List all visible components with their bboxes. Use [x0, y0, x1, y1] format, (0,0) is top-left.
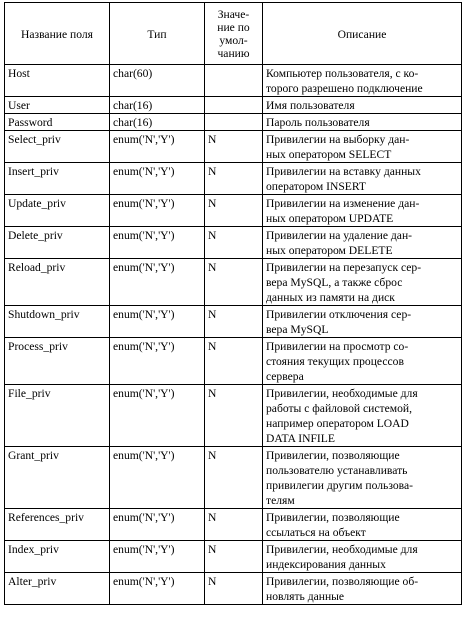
- type-cell: enum('N','Y'): [110, 447, 205, 509]
- type-cell: enum('N','Y'): [110, 195, 205, 227]
- table-row: [5, 509, 462, 541]
- header-type: Тип: [110, 3, 205, 65]
- type-cell: enum('N','Y'): [110, 385, 205, 447]
- default-cell: N: [205, 573, 263, 605]
- default-cell: [205, 114, 263, 131]
- table-row: [5, 131, 462, 163]
- table-row: [5, 338, 462, 385]
- default-cell: N: [205, 259, 263, 306]
- type-cell: enum('N','Y'): [110, 573, 205, 605]
- default-cell: N: [205, 338, 263, 385]
- type-cell: enum('N','Y'): [110, 131, 205, 163]
- description-cell: Привилегии на перезапуск сер- вера MySQL, а также сброс данных из памяти на диск: [263, 259, 462, 306]
- default-cell: N: [205, 306, 263, 338]
- field-name-cell: Grant_priv: [5, 447, 110, 509]
- field-name-cell: References_priv: [5, 509, 110, 541]
- default-cell: N: [205, 163, 263, 195]
- table-row: [5, 385, 462, 447]
- description-cell: Привилегии, позволяющие об- новлять данные: [263, 573, 462, 605]
- field-name-cell: Shutdown_priv: [5, 306, 110, 338]
- type-cell: enum('N','Y'): [110, 338, 205, 385]
- type-cell: enum('N','Y'): [110, 509, 205, 541]
- default-cell: [205, 65, 263, 97]
- description-cell: Привилегии отключения сер- вера MySQL: [263, 306, 462, 338]
- table-row: [5, 195, 462, 227]
- type-cell: enum('N','Y'): [110, 259, 205, 306]
- default-cell: N: [205, 541, 263, 573]
- table-row: [5, 306, 462, 338]
- field-name-cell: Select_priv: [5, 131, 110, 163]
- field-name-cell: Delete_priv: [5, 227, 110, 259]
- type-cell: char(16): [110, 97, 205, 114]
- description-cell: Компьютер пользователя, с ко- торого разрешено подключение: [263, 65, 462, 97]
- description-cell: Привилегии на вставку данных оператором INSERT: [263, 163, 462, 195]
- field-name-cell: Reload_priv: [5, 259, 110, 306]
- default-cell: N: [205, 385, 263, 447]
- table-row: [5, 227, 462, 259]
- description-cell: Привилегии на просмотр со- стояния текущих процессов сервера: [263, 338, 462, 385]
- header-field-name: Название поля: [5, 3, 110, 65]
- table-row: [5, 114, 462, 131]
- table-row: [5, 259, 462, 306]
- table-row: [5, 447, 462, 509]
- field-name-cell: Host: [5, 65, 110, 97]
- description-cell: Пароль пользователя: [263, 114, 462, 131]
- header-default-value: Значе- ние по умол- чанию: [205, 3, 263, 65]
- field-name-cell: Password: [5, 114, 110, 131]
- description-cell: Привилегии, позволяющие пользователю устанавливать привилегии другим пользова- телям: [263, 447, 462, 509]
- type-cell: char(16): [110, 114, 205, 131]
- type-cell: enum('N','Y'): [110, 306, 205, 338]
- description-cell: Привилегии на удаление дан- ных оператором DELETE: [263, 227, 462, 259]
- field-name-cell: Index_priv: [5, 541, 110, 573]
- field-name-cell: Process_priv: [5, 338, 110, 385]
- type-cell: enum('N','Y'): [110, 163, 205, 195]
- default-cell: N: [205, 131, 263, 163]
- table-row: [5, 163, 462, 195]
- description-cell: Привилегии на изменение дан- ных оператором UPDATE: [263, 195, 462, 227]
- field-name-cell: Alter_priv: [5, 573, 110, 605]
- field-name-cell: Insert_priv: [5, 163, 110, 195]
- description-cell: Привилегии, необходимые для работы с файловой системой, например оператором LOAD DATA INFILE: [263, 385, 462, 447]
- type-cell: char(60): [110, 65, 205, 97]
- privileges-table: [4, 2, 462, 605]
- table-body: [5, 65, 462, 605]
- table-row: [5, 541, 462, 573]
- description-cell: Привилегии на выборку дан- ных оператором SELECT: [263, 131, 462, 163]
- table-header-row: [5, 3, 462, 65]
- field-name-cell: File_priv: [5, 385, 110, 447]
- default-cell: N: [205, 195, 263, 227]
- type-cell: enum('N','Y'): [110, 541, 205, 573]
- header-description: Описание: [263, 3, 462, 65]
- table-row: [5, 65, 462, 97]
- field-name-cell: User: [5, 97, 110, 114]
- default-cell: N: [205, 509, 263, 541]
- table-row: [5, 97, 462, 114]
- default-cell: N: [205, 447, 263, 509]
- type-cell: enum('N','Y'): [110, 227, 205, 259]
- description-cell: Имя пользователя: [263, 97, 462, 114]
- field-name-cell: Update_priv: [5, 195, 110, 227]
- default-cell: [205, 97, 263, 114]
- default-cell: N: [205, 227, 263, 259]
- table-row: [5, 573, 462, 605]
- description-cell: Привилегии, необходимые для индексирования данных: [263, 541, 462, 573]
- description-cell: Привилегии, позволяющие ссылаться на объект: [263, 509, 462, 541]
